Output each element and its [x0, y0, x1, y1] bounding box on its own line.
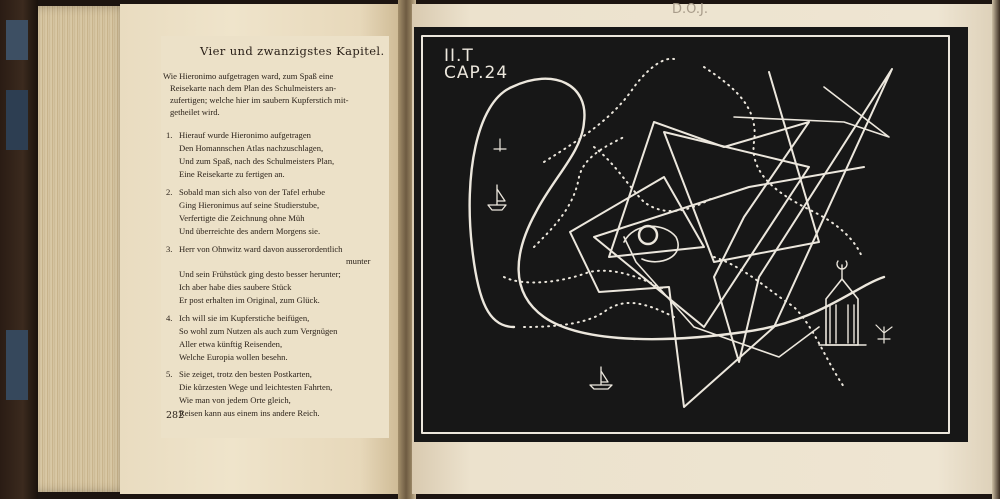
- book-cover-left: [0, 0, 38, 499]
- verse-line: Sobald man sich also von der Tafel erhube: [179, 187, 326, 197]
- verse-line: Herr von Ohnwitz ward davon ausserordentlich: [179, 244, 343, 254]
- page-edges-stack: [38, 6, 128, 492]
- verse-line: Ging Hieronimus auf seine Studierstube,: [179, 200, 320, 210]
- verse-number: 2.: [166, 187, 173, 197]
- page-number: 282: [166, 410, 185, 421]
- plate-caption-line: II.T: [444, 46, 474, 66]
- verse-line: Und sein Frühstück ging desto besser herunter;: [179, 269, 341, 279]
- verse-line: munter: [346, 256, 371, 266]
- verse-line: Hierauf wurde Hieronimo aufgetragen: [179, 130, 311, 140]
- verse-line: Wie man von jedem Orte gleich,: [179, 395, 291, 405]
- verse-line: Ich aber habe dies saubere Stück: [179, 282, 292, 292]
- verse-line: Und überreichte des andern Morgens sie.: [179, 226, 321, 236]
- verse-line: Die kürzesten Wege und leichtesten Fahrten,: [179, 382, 333, 392]
- corner-mark: D.O.J.: [672, 2, 708, 17]
- cover-tab: [6, 330, 28, 400]
- map-drawing: [414, 27, 968, 442]
- cover-tab: [6, 90, 28, 150]
- verse-number: 5.: [166, 369, 173, 379]
- summary-line: getheilet wird.: [170, 107, 220, 117]
- verse-line: Aller etwa künftig Reisenden,: [179, 339, 283, 349]
- engraved-map-plate: [414, 27, 968, 442]
- verse-number: 3.: [166, 244, 173, 254]
- verse-number: 1.: [166, 130, 173, 140]
- summary-line: Reisekarte nach dem Plan des Schulmeisters an-: [170, 83, 337, 93]
- verse-line: Welche Europia wollen besehn.: [179, 352, 288, 362]
- verse-line: Ich will sie im Kupferstiche beifügen,: [179, 313, 310, 323]
- verse-line: Reisen kann aus einem ins andere Reich.: [179, 408, 320, 418]
- verse-line: Verfertigte die Zeichnung ohne Müh: [179, 213, 305, 223]
- plate-caption-line: CAP.24: [444, 63, 509, 83]
- verse-line: Er post erhalten im Original, zum Glück.: [179, 295, 320, 305]
- book-edge-right: [992, 0, 1000, 499]
- plate-caption: [444, 48, 508, 82]
- verse-line: Den Homannschen Atlas nachzuschlagen,: [179, 143, 324, 153]
- summary-line: zufertigen; welche hier im saubern Kupferstich mit-: [170, 95, 349, 105]
- verse-line: Sie zeiget, trotz den besten Postkarten,: [179, 369, 312, 379]
- verse-number: 4.: [166, 313, 173, 323]
- cover-tab: [6, 20, 28, 60]
- summary-line: Wie Hieronimo aufgetragen ward, zum Spaß eine: [163, 71, 334, 81]
- verse-line: So wohl zum Nutzen als auch zum Vergnügen: [179, 326, 338, 336]
- chapter-title: Vier und zwanzigstes Kapitel.: [200, 44, 385, 58]
- verse-line: Eine Reisekarte zu fertigen an.: [179, 169, 285, 179]
- verse-line: Und zum Spaß, nach des Schulmeisters Plan,: [179, 156, 335, 166]
